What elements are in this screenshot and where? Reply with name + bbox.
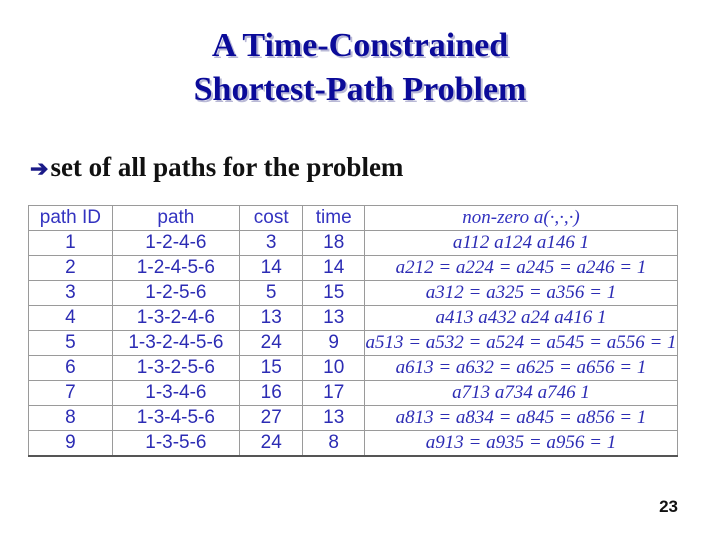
cell-coefficients: a913 = a935 = a956 = 1 [365,431,678,457]
cell-path: 1-2-4-6 [112,231,239,256]
header-path: path [112,206,239,231]
cell-time: 18 [303,231,365,256]
table-row [29,231,678,256]
header-nonzero: non-zero a(·,·,·) [365,206,678,231]
paths-table [28,205,678,457]
header-cost: cost [239,206,302,231]
cell-cost: 3 [239,231,302,256]
table-row [29,431,678,457]
cell-cost: 16 [239,381,302,406]
cell-path-id: 7 [29,381,113,406]
cell-cost: 15 [239,356,302,381]
cell-path: 1-3-2-5-6 [112,356,239,381]
cell-cost: 27 [239,406,302,431]
cell-path: 1-3-4-6 [112,381,239,406]
cell-path: 1-3-4-5-6 [112,406,239,431]
cell-cost: 24 [239,431,302,457]
cell-time: 14 [303,256,365,281]
header-time: time [303,206,365,231]
title-line-2: Shortest-Path Problem [193,71,527,108]
cell-time: 15 [303,281,365,306]
table-row [29,256,678,281]
bullet-line [30,152,403,183]
cell-path-id: 9 [29,431,113,457]
cell-path: 1-3-2-4-6 [112,306,239,331]
cell-time: 17 [303,381,365,406]
cell-path: 1-2-4-5-6 [112,256,239,281]
cell-path-id: 4 [29,306,113,331]
cell-coefficients: a112 a124 a146 1 [365,231,678,256]
cell-time: 10 [303,356,365,381]
cell-time: 13 [303,406,365,431]
cell-cost: 24 [239,331,302,356]
header-path-id: path ID [29,206,113,231]
bullet-text: set of all paths for the problem [50,152,404,182]
cell-coefficients: a813 = a834 = a845 = a856 = 1 [365,406,678,431]
cell-path-id: 1 [29,231,113,256]
page-number: 23 [659,497,678,516]
cell-coefficients: a713 a734 a746 1 [365,381,678,406]
table-row [29,406,678,431]
title-line-1: A Time-Constrained [211,27,509,64]
cell-time: 9 [303,331,365,356]
slide-title [0,24,720,112]
cell-cost: 14 [239,256,302,281]
cell-path: 1-3-2-4-5-6 [112,331,239,356]
table-header-row [29,206,678,231]
cell-coefficients: a212 = a224 = a245 = a246 = 1 [365,256,678,281]
table-row [29,306,678,331]
cell-coefficients: a513 = a532 = a524 = a545 = a556 = 1 [365,331,678,356]
table-row [29,381,678,406]
cell-path-id: 8 [29,406,113,431]
cell-coefficients: a413 a432 a24 a416 1 [365,306,678,331]
table-row [29,356,678,381]
cell-path: 1-3-5-6 [112,431,239,457]
cell-path-id: 5 [29,331,113,356]
arrow-bullet-icon: ➔ [30,156,49,181]
cell-cost: 13 [239,306,302,331]
cell-path: 1-2-5-6 [112,281,239,306]
cell-time: 13 [303,306,365,331]
cell-path-id: 3 [29,281,113,306]
cell-path-id: 6 [29,356,113,381]
cell-coefficients: a312 = a325 = a356 = 1 [365,281,678,306]
cell-time: 8 [303,431,365,457]
cell-path-id: 2 [29,256,113,281]
cell-cost: 5 [239,281,302,306]
table-row [29,331,678,356]
table-row [29,281,678,306]
cell-coefficients: a613 = a632 = a625 = a656 = 1 [365,356,678,381]
